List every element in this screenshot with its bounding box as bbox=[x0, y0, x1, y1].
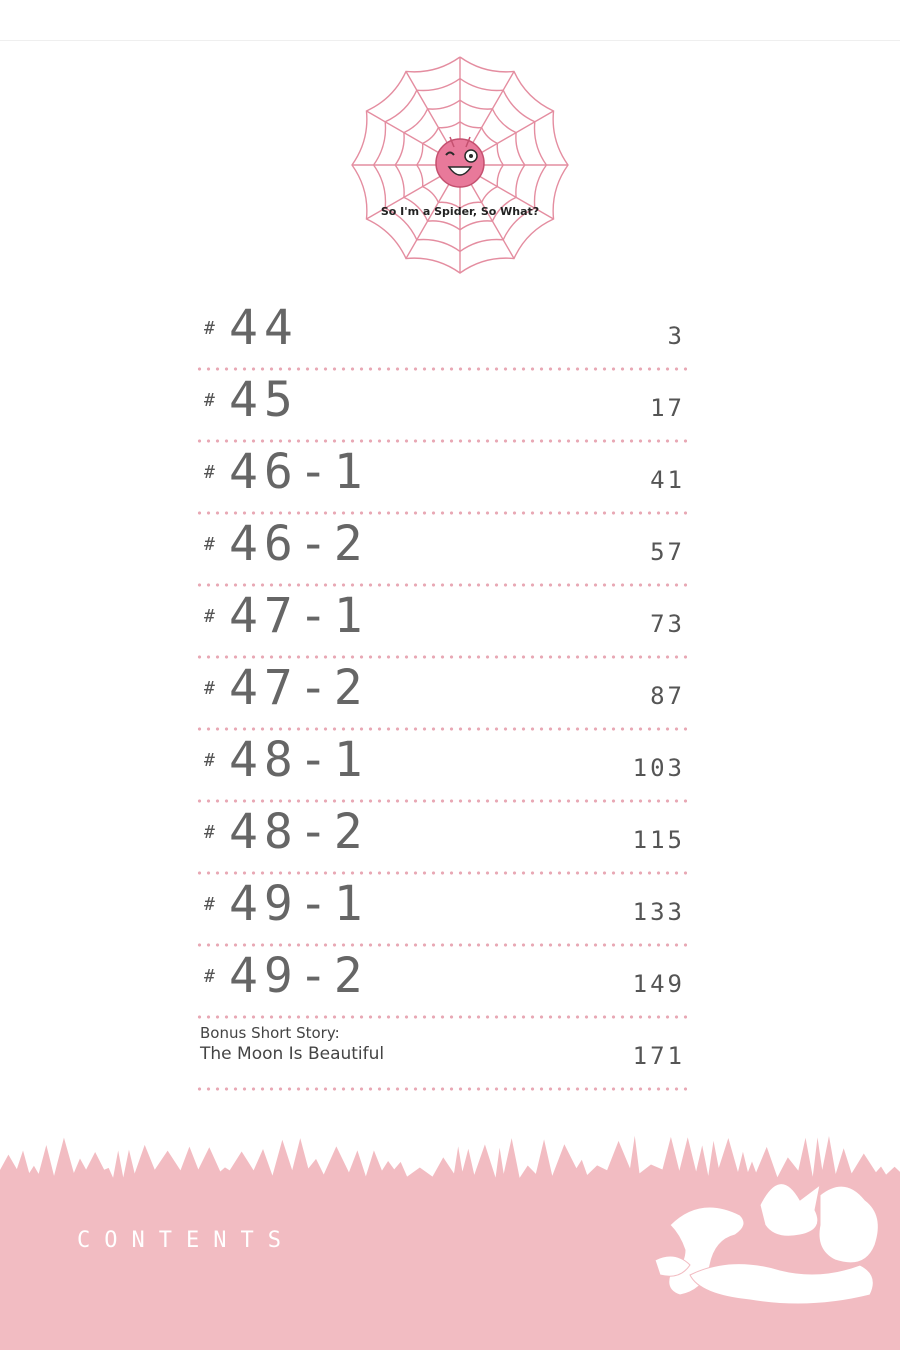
hash-sign: # bbox=[204, 966, 215, 987]
monster-silhouettes-icon bbox=[650, 1165, 900, 1315]
toc-row[interactable] bbox=[195, 372, 687, 444]
hash-sign: # bbox=[204, 822, 215, 843]
series-title: So I'm a Spider, So What? bbox=[380, 205, 540, 218]
hash-sign: # bbox=[204, 750, 215, 771]
hash-sign: # bbox=[204, 678, 215, 699]
page-number: 115 bbox=[632, 826, 685, 854]
toc-row[interactable] bbox=[195, 948, 687, 1020]
chapter-number: 46-2 bbox=[229, 516, 369, 572]
page-number: 149 bbox=[632, 970, 685, 998]
page-number: 87 bbox=[650, 682, 685, 710]
top-rule bbox=[0, 40, 900, 41]
toc-row[interactable] bbox=[195, 588, 687, 660]
spider-web-logo-icon bbox=[350, 55, 570, 280]
chapter-number: 47-2 bbox=[229, 660, 369, 716]
page-number: 41 bbox=[650, 466, 685, 494]
toc-row[interactable] bbox=[195, 660, 687, 732]
page-number: 3 bbox=[667, 322, 685, 350]
toc-row-bonus[interactable] bbox=[195, 1020, 687, 1092]
page-number: 73 bbox=[650, 610, 685, 638]
hash-sign: # bbox=[204, 894, 215, 915]
page-number: 171 bbox=[632, 1042, 685, 1070]
chapter-number: 45 bbox=[229, 372, 299, 428]
hash-sign: # bbox=[204, 462, 215, 483]
hash-sign: # bbox=[204, 606, 215, 627]
hash-sign: # bbox=[204, 390, 215, 411]
chapter-number: 49-1 bbox=[229, 876, 369, 932]
table-of-contents bbox=[195, 300, 687, 1092]
hash-sign: # bbox=[204, 318, 215, 339]
bonus-title: The Moon Is Beautiful bbox=[200, 1044, 385, 1064]
chapter-number: 46-1 bbox=[229, 444, 369, 500]
page-number: 57 bbox=[650, 538, 685, 566]
chapter-number: 48-1 bbox=[229, 732, 369, 788]
chapter-number: 44 bbox=[229, 300, 299, 356]
toc-row[interactable] bbox=[195, 516, 687, 588]
toc-row[interactable] bbox=[195, 804, 687, 876]
page-number: 17 bbox=[650, 394, 685, 422]
chapter-number: 48-2 bbox=[229, 804, 369, 860]
toc-row[interactable] bbox=[195, 732, 687, 804]
chapter-number: 49-2 bbox=[229, 948, 369, 1004]
page-number: 103 bbox=[632, 754, 685, 782]
page-number: 133 bbox=[632, 898, 685, 926]
hash-sign: # bbox=[204, 534, 215, 555]
toc-row[interactable] bbox=[195, 876, 687, 948]
toc-row[interactable] bbox=[195, 300, 687, 372]
toc-row[interactable] bbox=[195, 444, 687, 516]
bonus-label: Bonus Short Story: bbox=[200, 1024, 340, 1042]
contents-label: CONTENTS bbox=[77, 1228, 295, 1253]
chapter-number: 47-1 bbox=[229, 588, 369, 644]
